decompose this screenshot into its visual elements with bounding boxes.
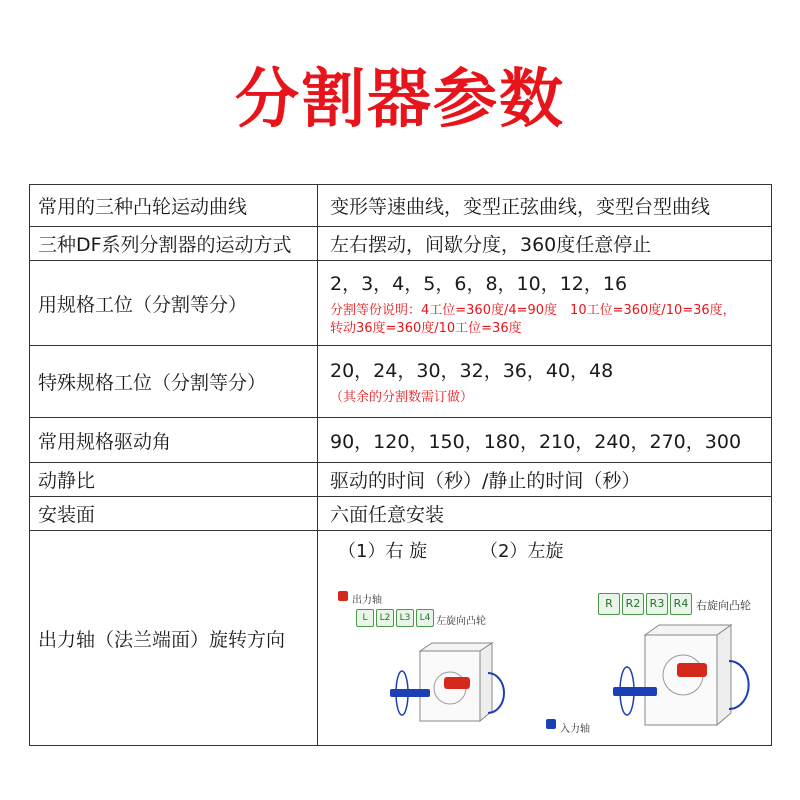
table-row (30, 227, 772, 261)
right-cam-label: 右旋向凸轮 (696, 599, 751, 612)
note-text: 转动36度=360度/10工位=36度 (330, 320, 522, 336)
cam-chip: L4 (416, 609, 434, 627)
input-shaft-swatch (546, 719, 556, 729)
note-text: 分割等份说明：4工位=360度/4=90度 10工位=360度/10=36度， (330, 302, 736, 318)
parameter-table (29, 184, 772, 746)
cam-chip: R4 (670, 593, 692, 615)
table-row (30, 346, 772, 418)
table-row (30, 463, 772, 497)
row-value: 六面任意安装 (318, 497, 772, 531)
row-value: 左右摆动，间歇分度，360度任意停止 (318, 227, 772, 261)
rotation-diagram (330, 533, 800, 743)
cam-chip: L (356, 609, 374, 627)
cam-chip: L2 (376, 609, 394, 627)
row-label: 常用的三种凸轮运动曲线 (30, 185, 318, 227)
row-value: 20，24，30，32，36，40，48 (330, 360, 614, 382)
right-rotation-label: （1）右 旋 (338, 541, 428, 562)
row-label: 出力轴（法兰端面）旋转方向 (30, 531, 318, 746)
cam-chip: L3 (396, 609, 414, 627)
table-row (30, 497, 772, 531)
row-label: 用规格工位（分割等分） (30, 261, 318, 346)
note-text: （其余的分割数需订做） (330, 390, 474, 405)
left-indexer-drawing (380, 633, 530, 743)
row-value: 驱动的时间（秒）/静止的时间（秒） (318, 463, 772, 497)
table-row (30, 185, 772, 227)
row-value: 变形等速曲线，变型正弦曲线，变型台型曲线 (318, 185, 772, 227)
left-cam-label: 左旋向凸轮 (436, 616, 486, 627)
row-label: 动静比 (30, 463, 318, 497)
row-value: 90，120，150，180，210，240，270，300 (318, 418, 772, 463)
left-rotation-label: （2）左旋 (480, 541, 564, 562)
cam-chip: R3 (646, 593, 668, 615)
input-shaft-label: 入力轴 (560, 724, 590, 735)
right-indexer-drawing (605, 617, 775, 747)
cam-chip: R2 (622, 593, 644, 615)
output-shaft-swatch (338, 591, 348, 601)
cam-chip: R (598, 593, 620, 615)
table-row (30, 531, 772, 746)
row-label: 特殊规格工位（分割等分） (30, 346, 318, 418)
page-title: 分割器参数 (235, 63, 565, 137)
row-label: 常用规格驱动角 (30, 418, 318, 463)
row-label: 安装面 (30, 497, 318, 531)
row-label: 三种DF系列分割器的运动方式 (30, 227, 318, 261)
table-row (30, 418, 772, 463)
output-shaft-label: 出力轴 (352, 595, 382, 606)
row-value: 2，3，4，5，6，8，10，12，16 (330, 272, 628, 295)
table-row (30, 261, 772, 346)
